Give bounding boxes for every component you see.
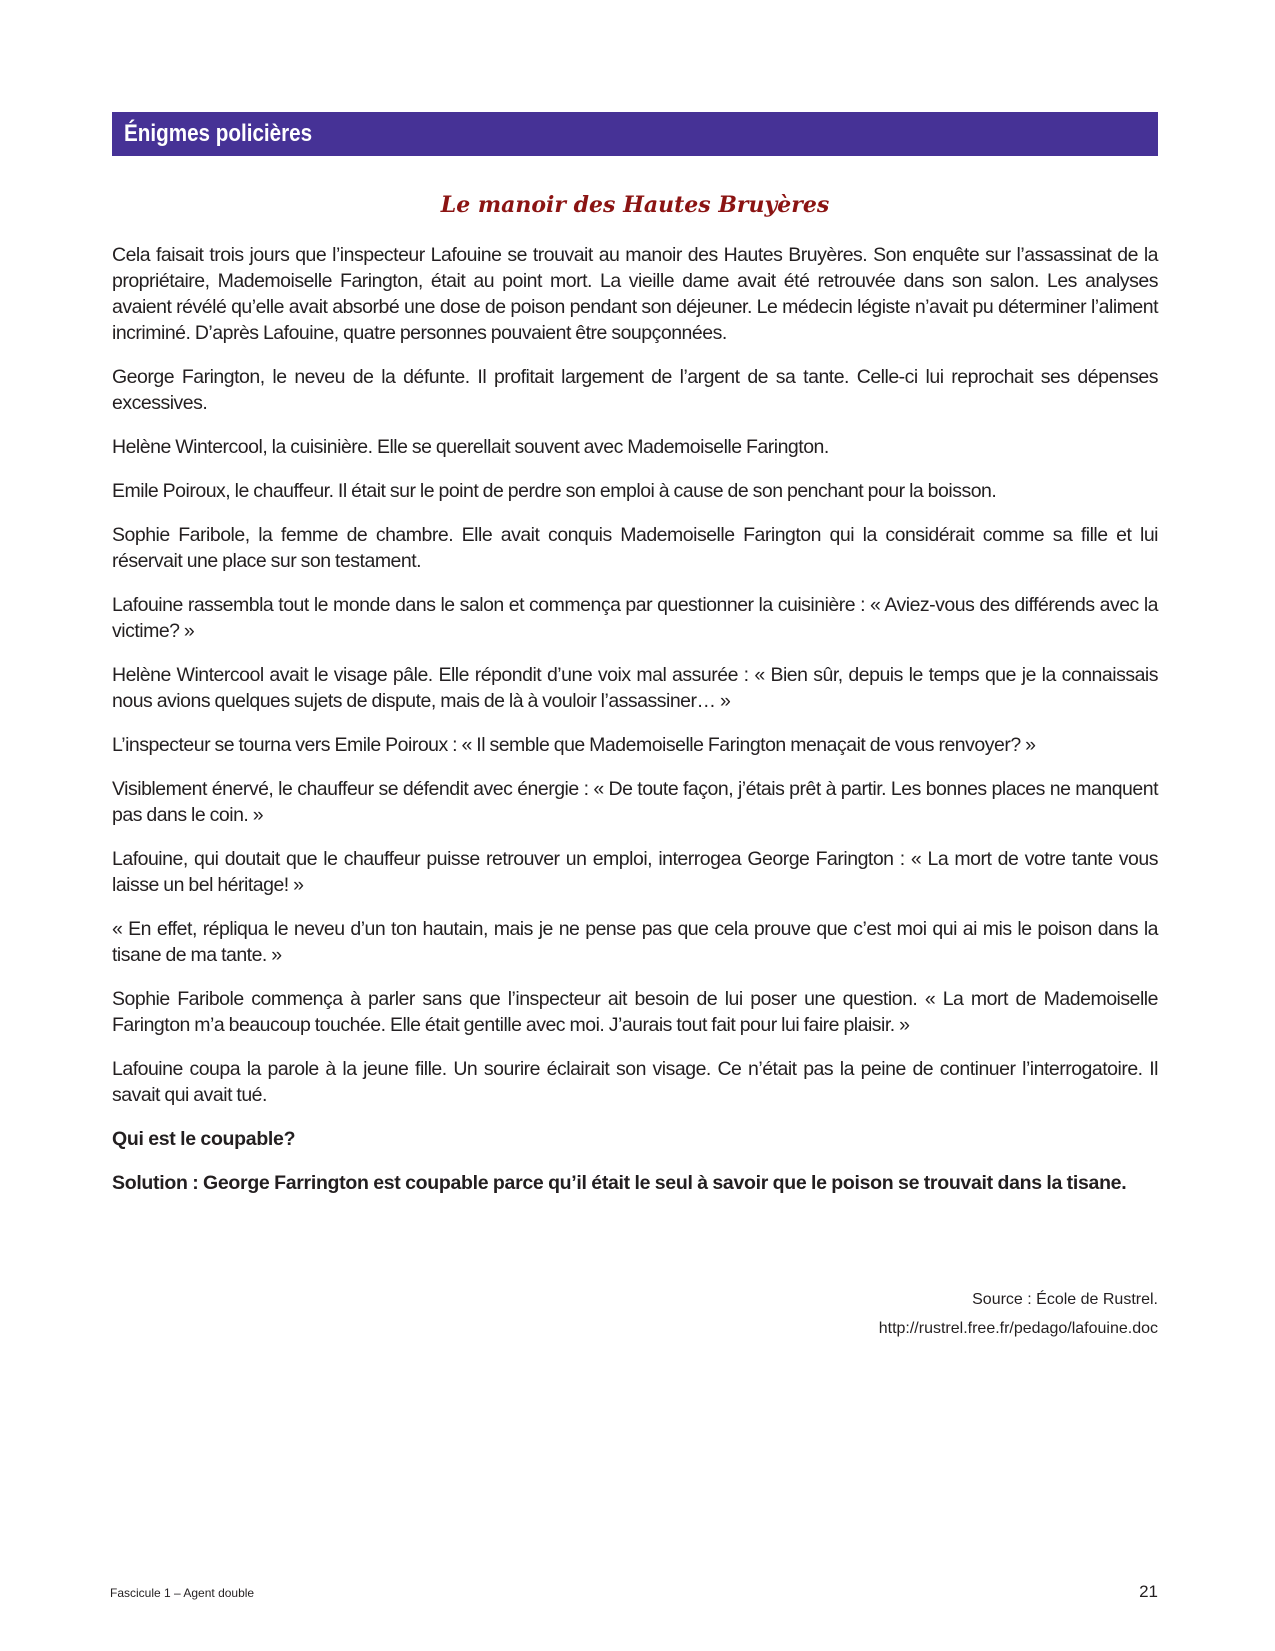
source-citation <box>879 1285 1158 1343</box>
paragraph-suspect-emile: Emile Poiroux, le chauffeur. Il était sur le point de perdre son emploi à cause de son penchant pour la boisson. <box>112 480 997 502</box>
paragraph-driver-answer: Visiblement énervé, le chauffeur se défendit avec énergie : « De toute façon, j’étais prêt à partir. Les bonnes places ne manquent pas dans le coin. » <box>112 778 1158 826</box>
paragraph-question-driver: L’inspecteur se tourna vers Emile Poiroux : « Il semble que Mademoiselle Farington menaçait de vous renvoyer? » <box>112 734 1036 756</box>
paragraph-sophie-speech: Sophie Faribole commença à parler sans que l’inspecteur ait besoin de lui poser une question. « La mort de Mademoiselle Farington m’a beaucoup touchée. Elle était gentille avec moi. J’aurais tout fait pour lui faire plaisir. » <box>112 988 1158 1036</box>
footer-booklet-title: Fascicule 1 – Agent double <box>110 1586 255 1600</box>
source-url: http://rustrel.free.fr/pedago/lafouine.doc <box>878 1320 1158 1337</box>
paragraph-question-cook: Lafouine rassembla tout le monde dans le salon et commença par questionner la cuisinière : « Aviez-vous des différends avec la victime? » <box>112 594 1158 642</box>
paragraph-george-answer: « En effet, répliqua le neveu d’un ton hautain, mais je ne pense pas que cela prouve que c’est moi qui ai mis le poison dans la tisane de ma tante. » <box>112 918 1158 966</box>
page-number: 21 <box>1139 1582 1158 1601</box>
paragraph-suspect-helene: Helène Wintercool, la cuisinière. Elle se querellait souvent avec Mademoiselle Farington. <box>112 436 829 458</box>
paragraph-suspect-sophie: Sophie Faribole, la femme de chambre. Elle avait conquis Mademoiselle Farington qui la considérait comme sa fille et lui réservait une place sur son testament. <box>112 524 1158 572</box>
story-title: Le manoir des Hautes Bruyères <box>440 192 830 218</box>
paragraph-helene-answer: Helène Wintercool avait le visage pâle. Elle répondit d’une voix mal assurée : « Bien sûr, depuis le temps que je la connaissais nous avions quelques sujets de dispute, mais de là à vouloir l’assassiner… » <box>112 664 1158 712</box>
story-body <box>112 242 1158 1214</box>
solution-text: Solution : George Farrington est coupable parce qu’il était le seul à savoir que le poison se trouvait dans la tisane. <box>112 1172 1127 1194</box>
source-label: Source : École de Rustrel. <box>972 1291 1158 1308</box>
question-text: Qui est le coupable? <box>112 1128 296 1150</box>
paragraph-question-george: Lafouine, qui doutait que le chauffeur puisse retrouver un emploi, interrogea George Farington : « La mort de votre tante vous laisse un bel héritage! » <box>112 848 1158 896</box>
section-title: Énigmes policières <box>124 120 313 147</box>
paragraph-conclusion: Lafouine coupa la parole à la jeune fille. Un sourire éclairait son visage. Ce n’était pas la peine de continuer l’interrogatoire. Il savait qui avait tué. <box>112 1058 1158 1106</box>
paragraph-suspect-george: George Farington, le neveu de la défunte. Il profitait largement de l’argent de sa tante. Celle-ci lui reprochait ses dépenses excessives. <box>112 366 1158 414</box>
paragraph-intro: Cela faisait trois jours que l’inspecteur Lafouine se trouvait au manoir des Hautes Bruyères. Son enquête sur l’assassinat de la propriétaire, Mademoiselle Farington, était au point mort. La vieille dame avait été retrouvée dans son salon. Les analyses avaient révélé qu’elle avait absorbé une dose de poison pendant son déjeuner. Le médecin légiste n’avait pu déterminer l’aliment incriminé. D’après Lafouine, quatre personnes pouvaient être soupçonnées. <box>112 244 1158 344</box>
section-header-bar <box>112 112 1158 156</box>
